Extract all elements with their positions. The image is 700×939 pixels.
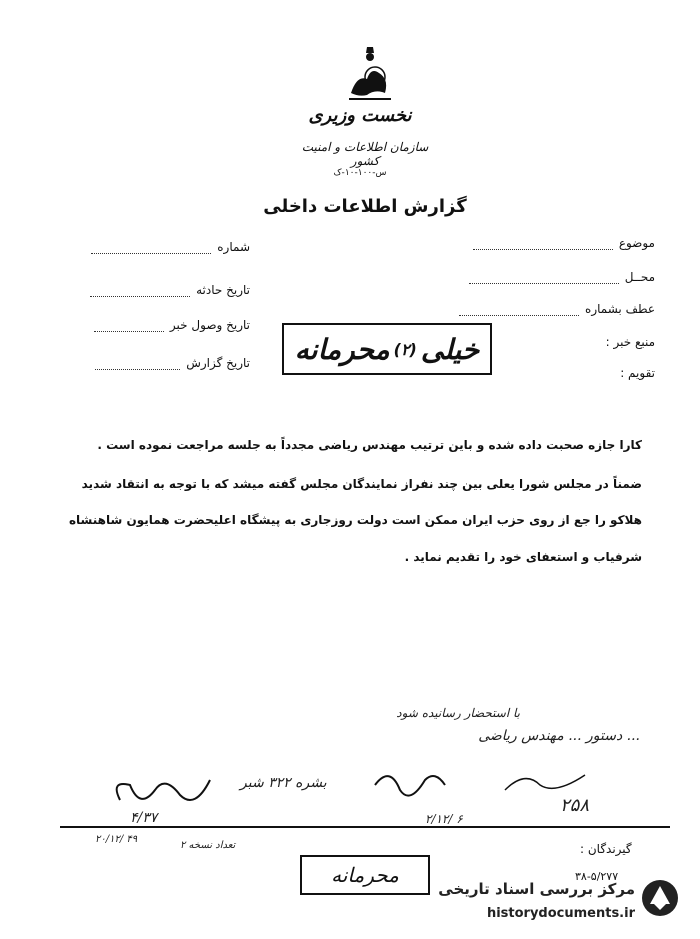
lion-and-sun-emblem-icon: [345, 45, 395, 105]
field-subject: [445, 236, 655, 250]
field-dots: [469, 273, 619, 284]
field-reference-no: [445, 302, 655, 316]
signature-scribble-1: [110, 770, 220, 815]
body-line-3: هلاکو را جع از روی حزب ایران ممکن است دولت روزجاری به پیشگاه اعلیحضرت همایون شاهنشاه: [68, 513, 642, 527]
field-dots: [90, 286, 190, 297]
document-number: ۳۸-۵/۲۷۷: [575, 870, 619, 883]
field-label-incident-date: تاریخ حادثه: [196, 283, 250, 297]
field-label-source: منبع خبر :: [605, 335, 655, 349]
stamp-number: (۲): [393, 339, 417, 359]
signature-scribble-2: [370, 765, 450, 805]
archive-url: historydocuments.ir: [486, 906, 635, 921]
handwritten-note-5: ۴/۳۷: [130, 810, 158, 826]
handwritten-note-6: ۲/۱۲/ ۶: [425, 812, 463, 826]
field-incident-date: [80, 283, 250, 297]
handwritten-note-8: تعداد نسخه ۲: [180, 840, 236, 851]
field-label-reference-no: عطف بشماره: [585, 302, 655, 316]
footer-divider: [60, 826, 670, 828]
field-dots: [95, 359, 180, 370]
field-dots: [94, 321, 164, 332]
handwritten-note-2: ... دستور ... مهندس ریاضی: [478, 728, 640, 744]
handwritten-note-7: ۲۰/۱۲/ ۴۹: [95, 834, 138, 845]
form-reference-code: س-۱۰۰-۱۰-ک: [333, 168, 387, 178]
org-name-primary: نخست وزیری: [308, 105, 412, 126]
body-line-1: کارا جازه صحبت داده شده و باین ترتیب مهندس ریاضی مجدداً به جلسه مراجعت نموده است .: [97, 438, 642, 452]
footer-box-stamp: محرمانه: [300, 855, 430, 895]
field-dots: [459, 305, 579, 316]
stamp-text-b: محرمانه: [294, 332, 390, 366]
field-dots: [473, 239, 613, 250]
field-label-number: شماره: [217, 240, 250, 254]
archive-org-name: مرکز بررسی اسناد تاریخی: [438, 880, 635, 898]
org-name-secondary: سازمان اطلاعات و امنیت کشور: [301, 140, 429, 168]
recipients-label: گیرندگان :: [580, 842, 632, 856]
classification-stamp: [282, 323, 492, 375]
field-received-date: [80, 318, 250, 332]
field-report-date: [80, 356, 250, 370]
field-label-place: محــل: [624, 270, 655, 284]
signature-scribble-3: [500, 765, 590, 800]
field-dots: [91, 243, 211, 254]
field-label-report-date: تاریخ گزارش: [186, 356, 250, 370]
field-number: [80, 240, 250, 254]
handwritten-note-4: ۲۵۸: [560, 795, 590, 816]
field-label-assessment: تقویم :: [620, 366, 655, 380]
handwritten-note-3: بشره ۳۲۲ شبر: [240, 775, 327, 791]
report-title: گزارش اطلاعات داخلی: [263, 196, 467, 217]
archive-logo-icon: [640, 878, 680, 918]
field-label-received-date: تاریخ وصول خبر: [169, 318, 250, 332]
stamp-text-a: خیلی: [420, 332, 480, 366]
field-label-subject: موضوع: [618, 236, 655, 250]
body-line-4: شرفیاب و استعفای خود را تقدیم نماید .: [404, 550, 642, 564]
field-place: [445, 270, 655, 284]
handwritten-note-1: با استحضار رسانیده شود: [396, 706, 520, 720]
body-line-2: ضمناً در مجلس شورا یعلی بین چند نفراز نمایندگان مجلس گفته میشد که با توجه به انتقاد شدید: [81, 477, 642, 491]
